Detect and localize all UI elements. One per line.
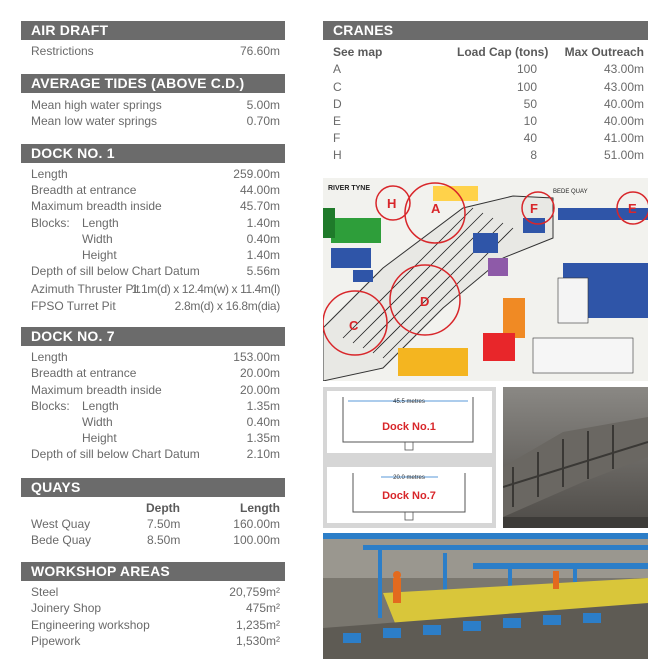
- table-row: [333, 130, 644, 146]
- cranes-cap-header: Load Cap (tons): [457, 45, 549, 59]
- quay-bede-name: Bede Quay: [31, 533, 92, 547]
- dock7-sill-value: 2.10m: [246, 447, 280, 461]
- workshop-photo: [323, 533, 648, 659]
- crane-out: 40.00m: [603, 97, 644, 111]
- cranes-map-header: See map: [333, 45, 383, 59]
- workshop-pipework-value: 1,530m²: [235, 634, 280, 648]
- workshop-joinery-value: 475m²: [245, 601, 280, 615]
- cranes-header: CRANES: [323, 21, 648, 40]
- crane-cap: 100: [516, 62, 537, 76]
- dock7-block-width-label: Width: [82, 415, 113, 429]
- map-label-c: C: [349, 318, 359, 333]
- tides-header: AVERAGE TIDES (ABOVE C.D.): [21, 74, 285, 93]
- dock1-length-label: Length: [31, 167, 68, 181]
- map-label-d: D: [420, 294, 430, 309]
- dock1-block-width-label: Width: [82, 232, 113, 246]
- table-row: [333, 96, 644, 112]
- crane-map: A: [333, 62, 342, 76]
- quay-west-length: 160.00m: [233, 517, 280, 531]
- dock1-block-width-value: 0.40m: [246, 232, 280, 246]
- crane-map: H: [333, 148, 342, 162]
- dock1-blocks-label: Blocks:: [31, 216, 70, 230]
- dock7-block-length-label: Length: [82, 399, 119, 413]
- quays-length-header: Length: [240, 501, 280, 515]
- crane-out: 41.00m: [603, 131, 644, 145]
- quays-header: QUAYS: [21, 478, 285, 497]
- workshop-engineering-value: 1,235m²: [235, 618, 280, 632]
- dock1-azimuth-value: 1.1m(d) x 12.4m(w) x 11.4m(l): [131, 282, 280, 296]
- crane-cap: 100: [516, 80, 537, 94]
- dock7-breadth-label: Breadth at entrance: [31, 366, 137, 380]
- workshop-steel-value: 20,759m²: [229, 585, 280, 599]
- crane-map: D: [333, 97, 342, 111]
- dock1-sill-label: Depth of sill below Chart Datum: [31, 264, 200, 278]
- map-label-e: E: [628, 201, 637, 216]
- air-draft-header: AIR DRAFT: [21, 21, 285, 40]
- dock1-maxbreadth-label: Maximum breadth inside: [31, 199, 162, 213]
- quay-west-name: West Quay: [31, 517, 91, 531]
- table-row: [333, 79, 644, 95]
- crane-map: E: [333, 114, 342, 128]
- quay-west-depth: 7.50m: [147, 517, 181, 531]
- table-row: [333, 147, 644, 163]
- dock1-drawing-label: Dock No.1: [382, 421, 436, 433]
- crane-out: 51.00m: [603, 148, 644, 162]
- crane-cap: 50: [523, 97, 537, 111]
- crane-cap: 8: [530, 148, 537, 162]
- table-row: [333, 113, 644, 129]
- quay-bede-depth: 8.50m: [147, 533, 181, 547]
- crane-cap: 40: [523, 131, 537, 145]
- tide-high-label: Mean high water springs: [31, 98, 162, 112]
- map-quay-label: BEDE QUAY: [553, 189, 588, 195]
- dock7-block-height-label: Height: [82, 431, 117, 445]
- dock1-sill-value: 5.56m: [246, 264, 280, 278]
- crane-map: C: [333, 80, 342, 94]
- dock1-fpso-label: FPSO Turret Pit: [31, 299, 116, 313]
- cranes-table-header: [333, 44, 644, 60]
- dock7-length-value: 153.00m: [233, 350, 280, 364]
- dock7-blocks-label: Blocks:: [31, 399, 70, 413]
- dock1-fpso-value: 2.8m(d) x 16.8m(dia): [174, 299, 280, 313]
- dock1-block-length-label: Length: [82, 216, 119, 230]
- dock1-azimuth-label: Azimuth Thruster Pit: [31, 282, 140, 296]
- tide-low-label: Mean low water springs: [31, 114, 158, 128]
- map-label-h: H: [387, 196, 397, 211]
- dock1-block-height-value: 1.40m: [246, 248, 280, 262]
- dock7-header: DOCK NO. 7: [21, 327, 285, 346]
- dock1-block-length-value: 1.40m: [246, 216, 280, 230]
- dock1-maxbreadth-value: 45.70m: [239, 199, 280, 213]
- workshop-joinery-label: Joinery Shop: [31, 601, 102, 615]
- dock-drawings: [323, 387, 496, 528]
- dock1-breadth-label: Breadth at entrance: [31, 183, 137, 197]
- site-map: [323, 178, 648, 381]
- dock1-header: DOCK NO. 1: [21, 144, 285, 163]
- restrictions-label: Restrictions: [31, 44, 94, 58]
- dock7-breadth-value: 20.00m: [239, 366, 280, 380]
- dock7-drawing-label: Dock No.7: [382, 490, 436, 502]
- dock7-maxbreadth-label: Maximum breadth inside: [31, 383, 162, 397]
- crane-out: 43.00m: [603, 62, 644, 76]
- dock7-block-length-value: 1.35m: [246, 399, 280, 413]
- workshop-engineering-label: Engineering workshop: [31, 618, 150, 632]
- tide-high-value: 5.00m: [246, 98, 280, 112]
- restrictions-value: 76.60m: [239, 44, 280, 58]
- site-map-graphic: [323, 178, 648, 381]
- crane-out: 40.00m: [603, 114, 644, 128]
- workshop-pipework-label: Pipework: [31, 634, 81, 648]
- crane-cap: 10: [523, 114, 537, 128]
- dock7-block-width-value: 0.40m: [246, 415, 280, 429]
- dock7-dimension: 20.0 metres: [393, 475, 425, 481]
- dock7-length-label: Length: [31, 350, 68, 364]
- dock7-sill-label: Depth of sill below Chart Datum: [31, 447, 200, 461]
- quay-bede-length: 100.00m: [233, 533, 280, 547]
- crane-map: F: [333, 131, 341, 145]
- dock1-breadth-value: 44.00m: [239, 183, 280, 197]
- dock1-block-height-label: Height: [82, 248, 117, 262]
- dock7-block-height-value: 1.35m: [246, 431, 280, 445]
- dock1-length-value: 259.00m: [233, 167, 280, 181]
- dock7-maxbreadth-value: 20.00m: [239, 383, 280, 397]
- steel-structure-photo: [503, 387, 648, 528]
- cranes-out-header: Max Outreach: [564, 45, 644, 59]
- quays-depth-header: Depth: [146, 501, 180, 515]
- map-river-label: RIVER TYNE: [328, 185, 371, 192]
- workshop-steel-label: Steel: [31, 585, 59, 599]
- workshop-header: WORKSHOP AREAS: [21, 562, 285, 581]
- map-label-f: F: [530, 201, 538, 216]
- tide-low-value: 0.70m: [246, 114, 280, 128]
- table-row: [333, 61, 644, 77]
- map-label-a: A: [431, 201, 441, 216]
- dock1-dimension: 45.5 metres: [393, 399, 425, 405]
- crane-out: 43.00m: [603, 80, 644, 94]
